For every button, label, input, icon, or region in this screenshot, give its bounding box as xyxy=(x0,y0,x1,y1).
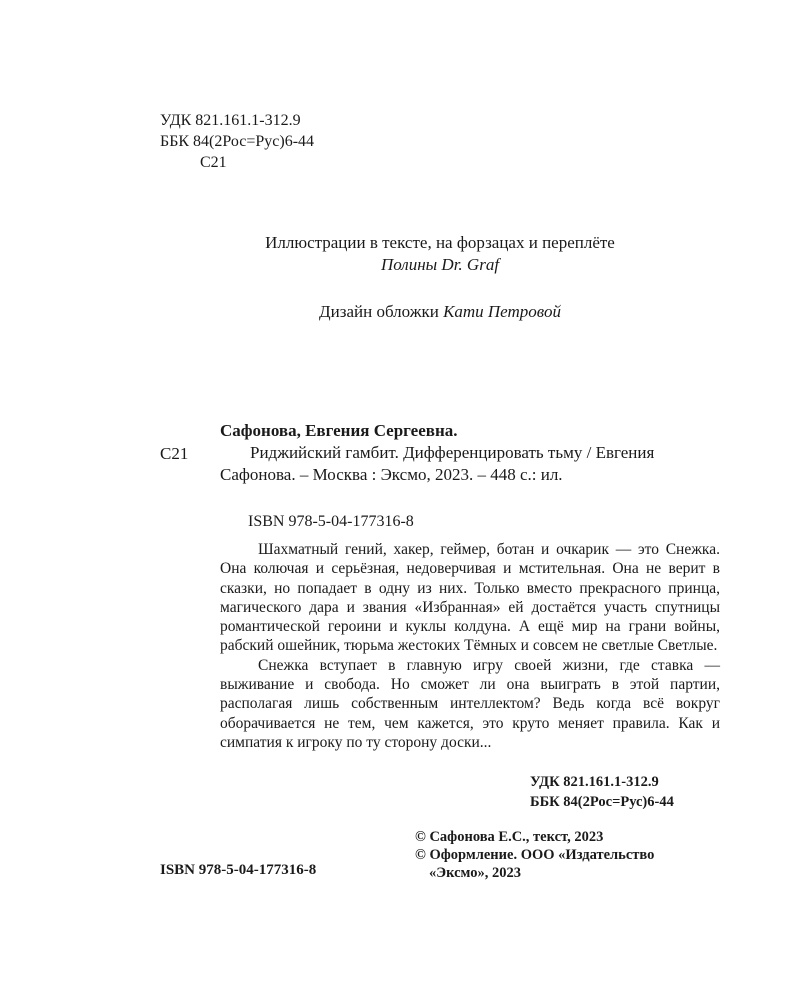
isbn-bottom: ISBN 978-5-04-177316-8 xyxy=(160,862,317,878)
udk-code-bottom: УДК 821.161.1-312.9 xyxy=(530,774,659,790)
classification-codes-bottom xyxy=(530,772,674,812)
illustrator-name: Полины Dr. Graf xyxy=(380,255,500,274)
author-mark: С21 xyxy=(200,154,227,171)
classification-codes xyxy=(160,110,314,173)
copyright-design: © Оформление. ООО «Издательство xyxy=(415,847,655,863)
copyright-publisher: «Эксмо», 2023 xyxy=(429,865,521,881)
bibliography-mark: С21 xyxy=(160,444,189,463)
book-title-record: Риджийский гамбит. Дифференцировать тьму / Евгения Сафонова. – Москва : Эксмо, 2023. – 448 с.: ил. xyxy=(220,443,655,484)
annotation-paragraph-1: Шахматный гений, хакер, геймер, ботан и очкарик — это Снежка. Она колючая и серьёзная, недоверчивая и мстительная. Она не верит в сказки, но попадает в одну из них. Только вместо прекрасного принца, магического дара и звания «Избранная» ей достаётся участь спутницы романтической героини и куклы колдуна. А ещё мир на грани войны, рабский ошейник, тюрьма жестоких Тёмных и совсем не светлые Светлые. xyxy=(220,541,720,655)
udk-code: УДК 821.161.1-312.9 xyxy=(160,112,301,129)
cover-design-credit xyxy=(0,302,800,322)
author-name: Сафонова, Евгения Сергеевна. xyxy=(220,421,458,440)
designer-name: Кати Петровой xyxy=(443,302,561,321)
bbk-code-bottom: ББК 84(2Рос=Рус)6-44 xyxy=(530,794,674,810)
design-prefix: Дизайн обложки xyxy=(319,302,439,321)
bbk-code: ББК 84(2Рос=Рус)6-44 xyxy=(160,133,315,150)
bibliographic-record xyxy=(220,420,720,486)
isbn: ISBN 978-5-04-177316-8 xyxy=(248,513,414,530)
illustrations-line: Иллюстрации в тексте, на форзацах и переплёте xyxy=(265,233,615,252)
copyright-text: © Сафонова Е.С., текст, 2023 xyxy=(415,829,604,845)
annotation-paragraph-2: Снежка вступает в главную игру своей жизни, где ставка — выживание и свобода. Но сможет ли она выиграть в этой партии, располагая лишь собственным интеллектом? Ведь когда всё вокруг оборачивается не тем, чем кажется, это круто меняет правила. Как и симпатия к игроку по ту сторону доски... xyxy=(220,656,720,751)
annotation xyxy=(220,540,720,752)
illustrations-credit xyxy=(0,232,800,276)
copyright-block xyxy=(415,828,735,882)
